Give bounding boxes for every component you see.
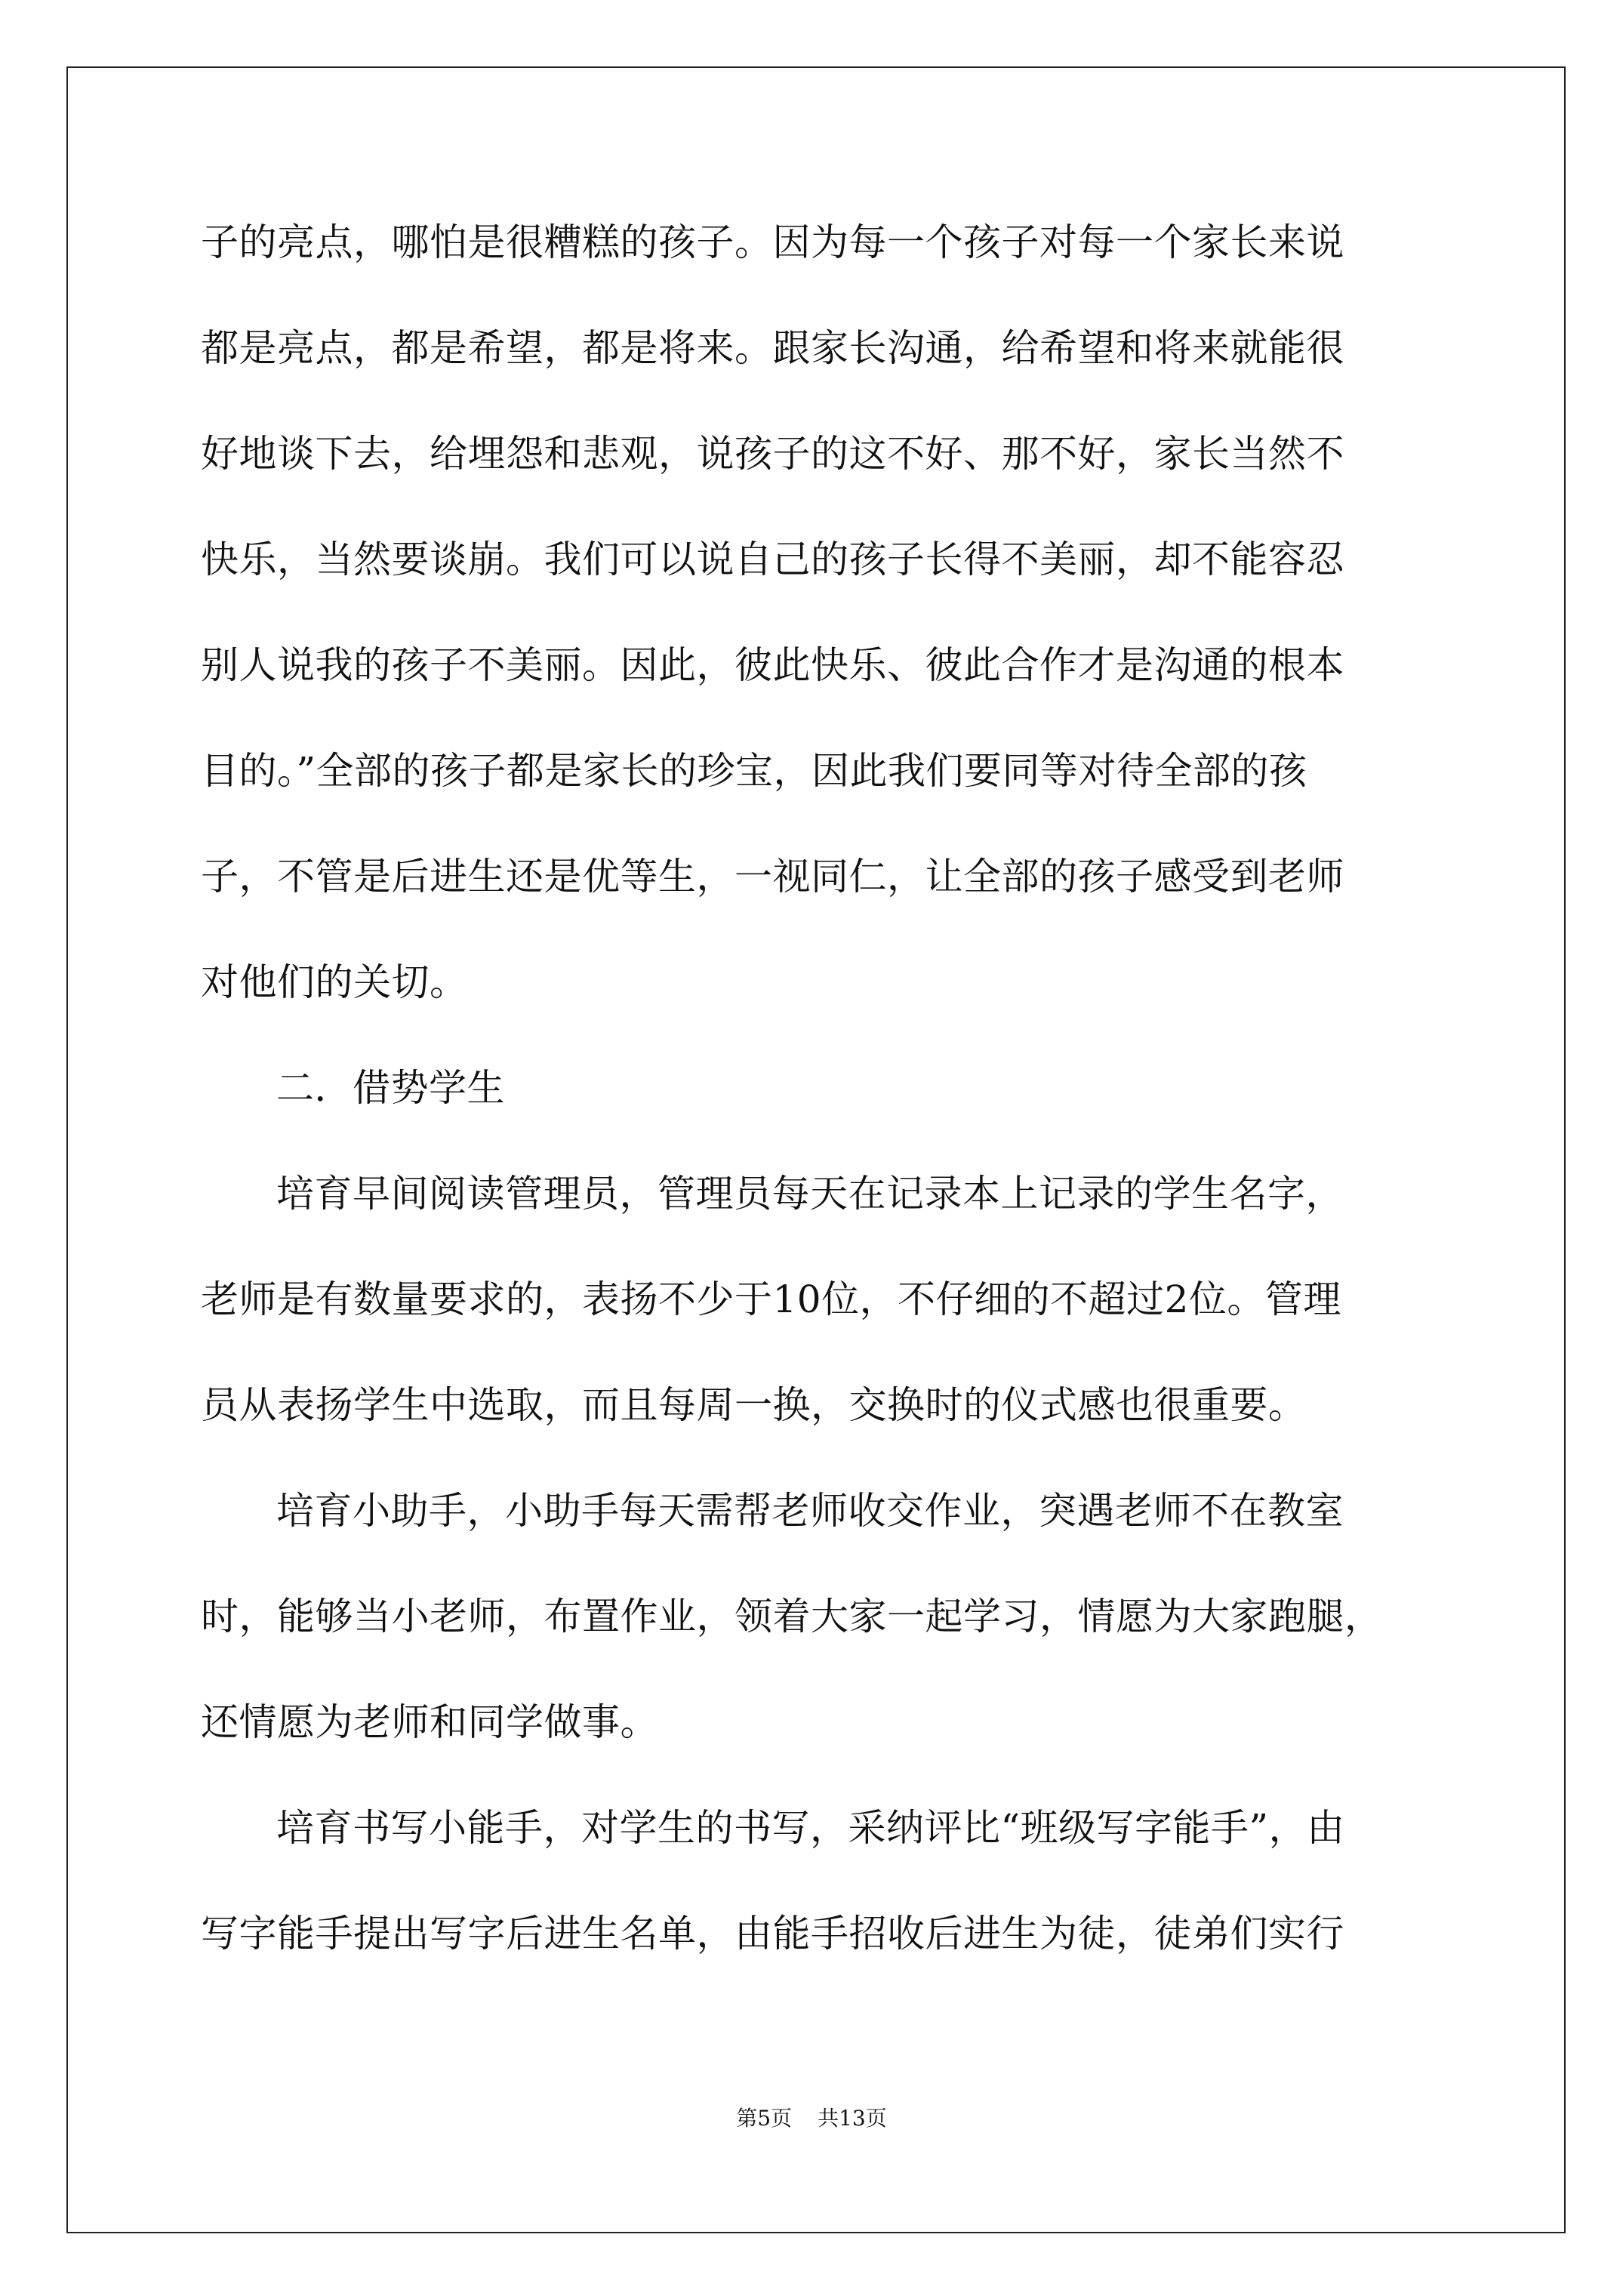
text-line: 子，不管是后进生还是优等生，一视同仁，让全部的孩子感受到老师 xyxy=(201,855,1344,898)
text-line: 对他们的关切。 xyxy=(201,960,468,1004)
text-line: 时，能够当小老师，布置作业，领着大家一起学习，情愿为大家跑腿， xyxy=(201,1595,1383,1638)
page-total: 共13页 xyxy=(818,2106,887,2131)
section-heading: 二．借势学生 xyxy=(276,1066,505,1110)
text-line: 员从表扬学生中选取，而且每周一换，交换时的仪式感也很重要。 xyxy=(201,1383,1307,1427)
text-line: 老师是有数量要求的，表扬不少于10位，不仔细的不超过2位。管理 xyxy=(201,1277,1341,1321)
document-body xyxy=(201,215,1433,2012)
text-line: 都是亮点，都是希望，都是将来。跟家长沟通，给希望和将来就能很 xyxy=(201,326,1344,370)
text-line: 还情愿为老师和同学做事。 xyxy=(201,1700,658,1744)
page-number: 第5页 xyxy=(736,2106,793,2131)
page-footer xyxy=(0,2103,1623,2134)
text-line: 快乐，当然要谈崩。我们可以说自己的孩子长得不美丽，却不能容忍 xyxy=(201,538,1344,581)
text-line: 写字能手提出写字后进生名单，由能手招收后进生为徒，徒弟们实行 xyxy=(201,1912,1344,1955)
paragraph-start-line: 培育小助手，小助手每天需帮老师收交作业，突遇老师不在教室 xyxy=(276,1489,1344,1533)
paragraph-start-line: 培育书写小能手，对学生的书写，采纳评比“班级写字能手”，由 xyxy=(276,1806,1345,1850)
text-line: 别人说我的孩子不美丽。因此，彼此快乐、彼此合作才是沟通的根本 xyxy=(201,643,1344,687)
text-line: 好地谈下去，给埋怨和悲观，说孩子的这不好、那不好，家长当然不 xyxy=(201,432,1344,476)
text-line: 子的亮点，哪怕是很糟糕的孩子。因为每一个孩子对每一个家长来说 xyxy=(201,220,1344,264)
paragraph-start-line: 培育早间阅读管理员，管理员每天在记录本上记录的学生名字， xyxy=(276,1172,1344,1216)
text-line: 目的。”全部的孩子都是家长的珍宝，因此我们要同等对待全部的孩 xyxy=(201,749,1307,793)
